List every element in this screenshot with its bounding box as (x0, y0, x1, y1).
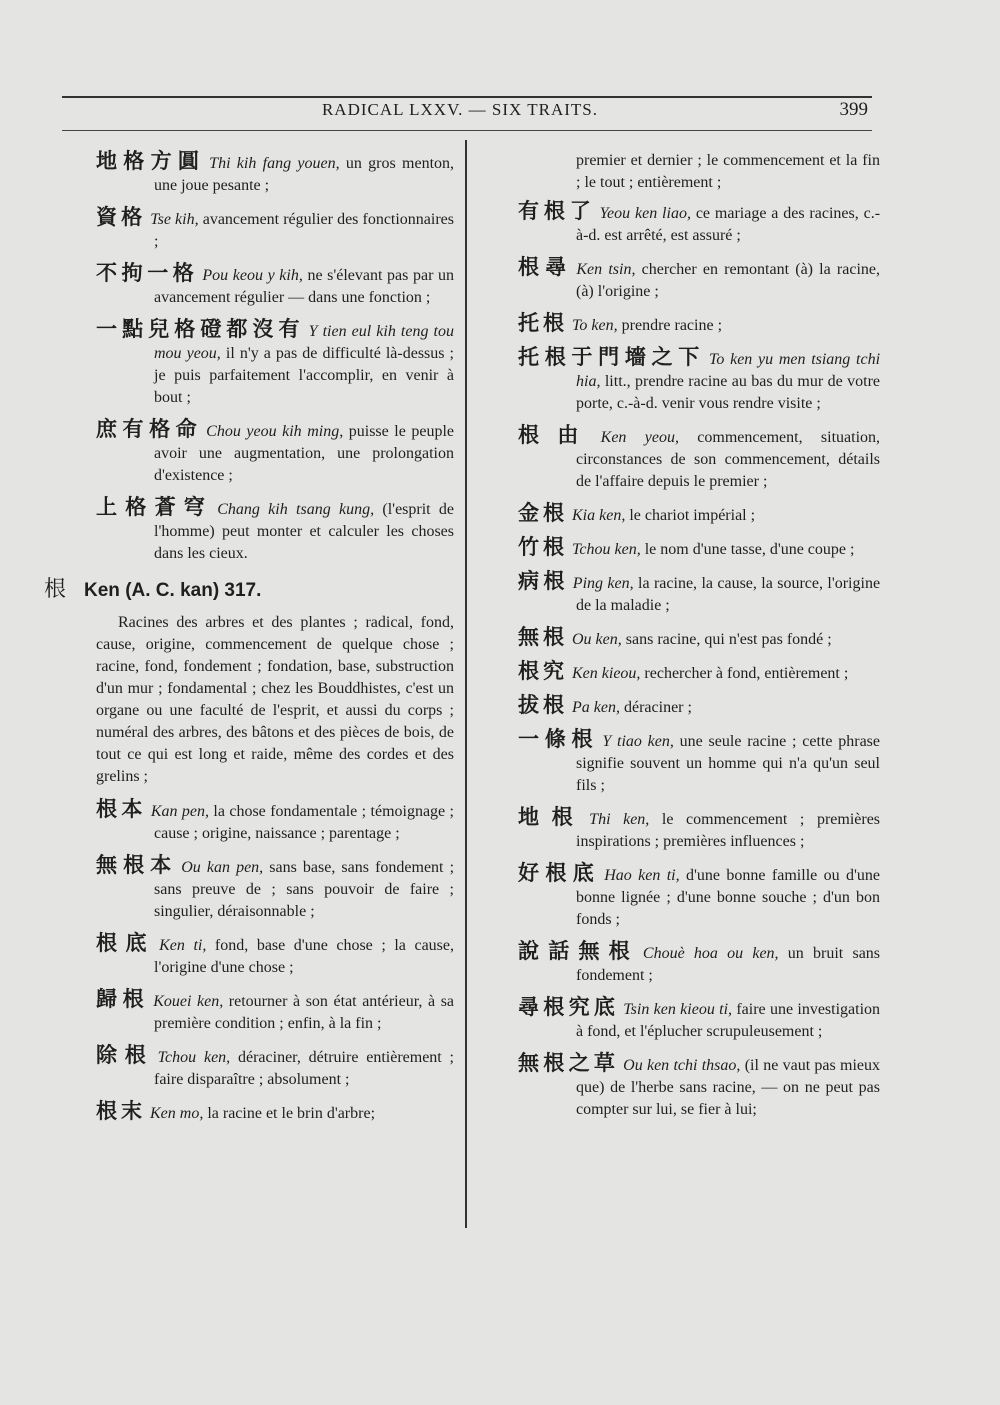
entry-list (518, 200, 880, 1121)
entry-definition: chercher en remontant (à) la racine, (à) l'origine ; (576, 261, 880, 300)
entry-chinese: 資格 (96, 205, 147, 229)
entry-romanization: Thi ken, (589, 811, 650, 828)
entry-romanization: Chou yeou kih ming, (206, 423, 344, 440)
entry-chinese: 尋根究底 (518, 995, 620, 1019)
entry-romanization: Kia ken, (572, 507, 626, 524)
dictionary-entry (518, 694, 880, 719)
dictionary-entry (518, 502, 880, 527)
entry-romanization: Ou ken, (572, 631, 622, 648)
entry-definition: faire une investigation à fond, et l'éplucher scrupuleusement ; (576, 1001, 881, 1040)
entry-romanization: Kan pen, (150, 803, 209, 820)
entry-list (96, 798, 454, 1125)
entry-romanization: To ken, (572, 317, 618, 334)
entry-romanization: Kouei ken, (153, 993, 224, 1010)
entry-chinese: 根究 (518, 659, 568, 683)
dictionary-entry (518, 536, 880, 561)
entry-romanization: Tchou ken, (572, 541, 641, 558)
dictionary-entry (96, 262, 454, 309)
entry-chinese: 托根于門墻之下 (518, 345, 705, 369)
dictionary-entry (518, 312, 880, 337)
entry-definition: la racine, la cause, la source, l'origine de la maladie ; (576, 575, 881, 614)
continued-definition: premier et dernier ; le commencement et la fin ; le tout ; entièrement ; (576, 152, 880, 191)
entry-definition: le commencement ; premières inspirations ; premières influences ; (576, 811, 881, 850)
entry-romanization: Ken yeou, (600, 429, 679, 446)
running-header: RADICAL LXXV. — SIX TRAITS. (321, 100, 599, 119)
entry-chinese: 有根了 (518, 199, 596, 223)
entry-chinese: 一點兒格磴都沒有 (96, 317, 305, 341)
dictionary-entry (518, 728, 880, 797)
entry-list (96, 150, 454, 565)
entry-chinese: 病根 (518, 569, 569, 593)
entry-chinese: 根尋 (518, 255, 573, 279)
dictionary-entry (518, 806, 880, 853)
dictionary-entry (96, 1044, 454, 1091)
entry-romanization: Y tiao ken, (602, 733, 674, 750)
entry-chinese: 上格蒼穹 (96, 495, 214, 519)
entry-romanization: Chang kih tsang kung, (217, 501, 375, 518)
header-rule-top (62, 96, 872, 98)
entry-chinese: 托根 (518, 311, 568, 335)
entry-definition: puisse le peuple avoir une augmentation, une prolongation d'existence ; (154, 423, 455, 484)
entry-chinese: 根末 (96, 1099, 146, 1123)
dictionary-entry (518, 256, 880, 303)
dictionary-entry (96, 932, 454, 979)
dictionary-entry (96, 496, 454, 565)
dictionary-entry (96, 418, 454, 487)
dictionary-entry (96, 150, 454, 197)
entry-definition: la racine et le brin d'arbre; (207, 1105, 376, 1122)
entry-romanization: Ou ken tchi thsao, (623, 1057, 741, 1074)
entry-definition: sans base, sans fondement ; sans preuve de ; sans pouvoir de faire ; singulier, déraisonnable ; (154, 859, 455, 920)
dictionary-entry (96, 318, 454, 409)
entry-definition: déraciner, détruire entièrement ; faire disparaître ; absolument ; (154, 1049, 454, 1088)
entry-definition: d'une bonne famille ou d'une bonne lignée ; d'une bonne souche ; d'un bon fonds ; (576, 867, 881, 928)
entry-definition: (l'esprit de l'homme) peut monter et calculer les choses dans les cieux. (154, 501, 455, 562)
dictionary-entry (518, 996, 880, 1043)
dictionary-entry (518, 626, 880, 651)
entry-definition: avancement régulier des fonctionnaires ; (154, 211, 455, 250)
entry-romanization: Chouè hoa ou ken, (642, 945, 779, 962)
entry-definition: la chose fondamentale ; témoignage ; cause ; origine, naissance ; parentage ; (154, 803, 455, 842)
entry-definition: le nom d'une tasse, d'une coupe ; (644, 541, 855, 558)
entry-romanization: Tsin ken kieou ti, (623, 1001, 733, 1018)
dictionary-entry (518, 424, 880, 493)
column-divider (465, 140, 467, 1228)
entry-chinese: 無根之草 (518, 1051, 620, 1075)
entry-chinese: 說話無根 (518, 939, 639, 963)
entry-chinese: 不拘一格 (96, 261, 199, 285)
dictionary-entry (518, 862, 880, 931)
headword-reading: Ken (A. C. kan) 317. (84, 580, 262, 601)
dictionary-entry (518, 660, 880, 685)
entry-chinese: 無根本 (96, 853, 178, 877)
entry-romanization: Thi kih fang youen, (209, 155, 340, 172)
dictionary-entry (518, 940, 880, 987)
entry-chinese: 根本 (96, 797, 147, 821)
entry-romanization: Ken ti, (159, 937, 207, 954)
entry-chinese: 無根 (518, 625, 568, 649)
entry-definition: un gros menton, une joue pesante ; (154, 155, 455, 194)
entry-chinese: 金根 (518, 501, 568, 525)
dictionary-entry (518, 200, 880, 247)
entry-chinese: 歸根 (96, 987, 150, 1011)
headword-character: 根 (44, 577, 67, 602)
entry-definition: rechercher à fond, entièrement ; (644, 665, 849, 682)
entry-definition: (il ne vaut pas mieux que) de l'herbe sans racine, — on ne peut pas compter sur lui, se fier à lui; (576, 1057, 881, 1118)
entry-definition: litt., prendre racine au bas du mur de votre porte, c.-à-d. venir vous rendre visite ; (576, 373, 880, 412)
entry-definition: un bruit sans fondement ; (576, 945, 881, 984)
entry-chinese: 地根 (518, 805, 586, 829)
entry-definition: ne s'élevant pas par un avancement régulier — dans une fonction ; (154, 267, 455, 306)
page-number: 399 (839, 99, 868, 120)
headword-definition: Racines des arbres et des plantes ; radical, fond, cause, origine, commencement de quelque chose ; racine, fond, fondement ; fondation, base, substruction d'un mur ; fondamental ; chez les Bouddhistes, c'est un organe ou une faculté de l'esprit, et aussi du corps ; numéral des arbres, des bâtons et des pièces de bois, de tout ce qui est long et raide, même des cordes et des grelins ; (96, 614, 454, 785)
entry-chinese: 庶有格命 (96, 417, 203, 441)
dictionary-entry (96, 854, 454, 923)
left-column (44, 149, 455, 1134)
entry-romanization: Ou kan pen, (181, 859, 264, 876)
entry-chinese: 好根底 (518, 861, 601, 885)
entry-romanization: Yeou ken liao, (599, 205, 691, 222)
entry-romanization: Hao ken ti, (604, 867, 680, 884)
entry-romanization: Tchou ken, (157, 1049, 231, 1066)
entry-definition: ce mariage a des racines, c.-à-d. est arrêté, est assuré ; (576, 205, 881, 244)
entry-romanization: Ken mo, (150, 1105, 204, 1122)
entry-definition: déraciner ; (623, 699, 692, 716)
entry-definition: commencement, situation, circonstances de son commencement, détails de l'affaire depuis le premier ; (576, 429, 881, 490)
entry-chinese: 根底 (96, 931, 156, 955)
dictionary-entry (96, 988, 454, 1035)
entry-romanization: To ken yu men tsiang tchi hia, (576, 351, 881, 390)
entry-romanization: Ken kieou, (572, 665, 641, 682)
dictionary-entry (518, 570, 880, 617)
headword (44, 579, 454, 602)
dictionary-entry (96, 206, 454, 253)
dictionary-entry (518, 346, 880, 415)
entry-chinese: 拔根 (518, 693, 568, 717)
dictionary-entry (96, 798, 454, 845)
right-column (518, 150, 880, 1130)
entry-definition: le chariot impérial ; (629, 507, 756, 524)
entry-romanization: Ken tsin, (576, 261, 636, 278)
entry-definition: sans racine, qui n'est pas fondé ; (625, 631, 832, 648)
entry-definition: prendre racine ; (621, 317, 723, 334)
entry-definition: une seule racine ; cette phrase signifie souvent un homme qui n'a qu'un seul fils ; (576, 733, 881, 794)
entry-romanization: Pou keou y kih, (202, 267, 303, 284)
entry-chinese: 除根 (96, 1043, 154, 1067)
entry-chinese: 根由 (518, 423, 597, 447)
entry-chinese: 一條根 (518, 727, 599, 751)
dictionary-entry (96, 1100, 454, 1125)
entry-definition: il n'y a pas de difficulté là-dessus ; je puis parfaitement l'accomplir, en venir à bout ; (154, 345, 454, 406)
entry-romanization: Pa ken, (572, 699, 620, 716)
dictionary-entry (518, 1052, 880, 1121)
entry-definition: fond, base d'une chose ; la cause, l'origine d'une chose ; (154, 937, 454, 976)
entry-romanization: Y tien eul kih teng tou mou yeou, (154, 323, 454, 362)
header-rule-bottom (62, 130, 872, 131)
entry-definition: retourner à son état antérieur, à sa première condition ; enfin, à la fin ; (154, 993, 455, 1032)
entry-chinese: 地格方圓 (96, 149, 206, 173)
entry-romanization: Ping ken, (572, 575, 634, 592)
entry-romanization: Tse kih, (150, 211, 199, 228)
entry-chinese: 竹根 (518, 535, 568, 559)
